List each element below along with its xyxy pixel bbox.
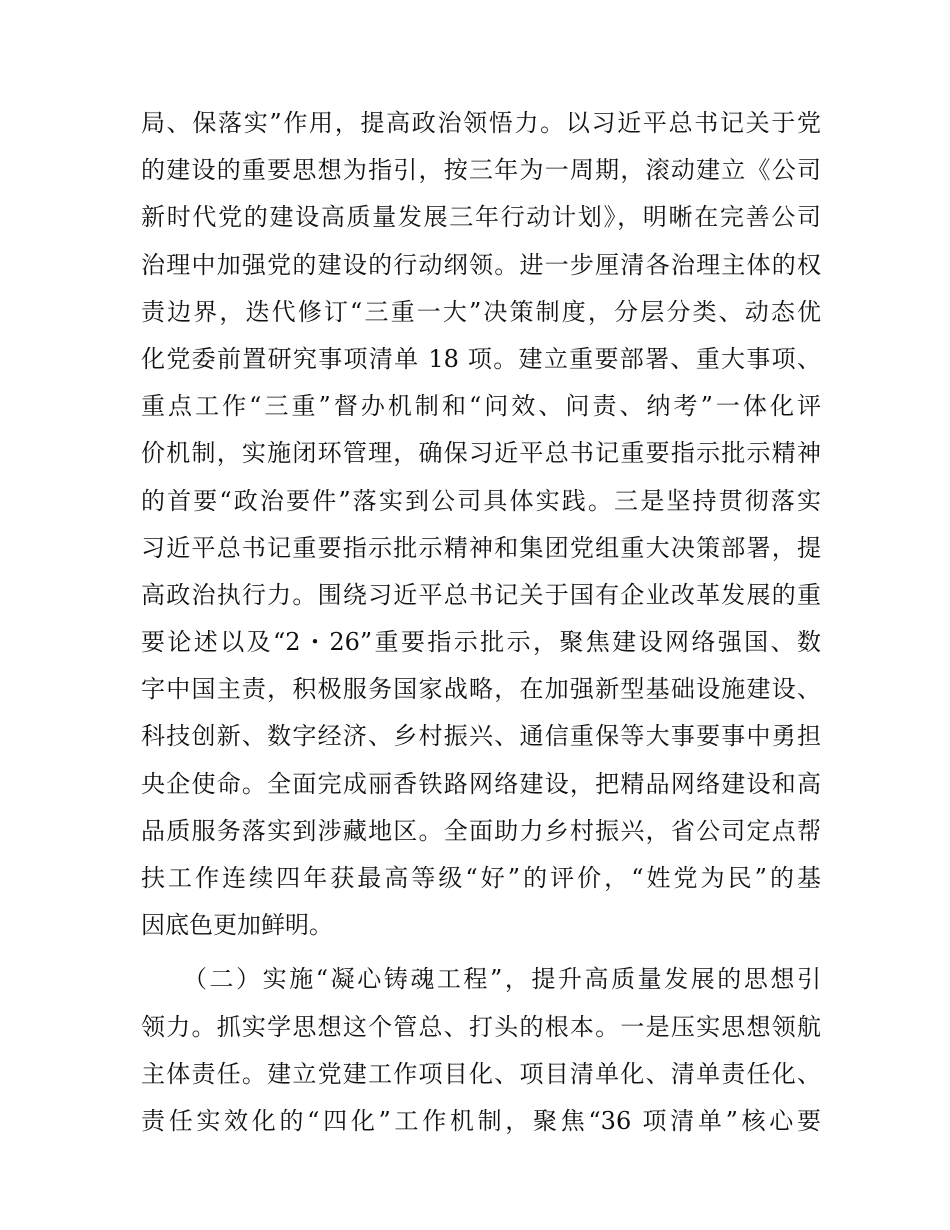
text-line: 的建设的重要思想为指引，按三年为一周期，滚动建立《公司: [141, 156, 821, 185]
text-line: 化党委前置研究事项清单 18 项。建立重要部署、重大事项、: [141, 344, 821, 373]
body-text: [141, 100, 821, 1145]
text-line: 因底色更加鲜明。: [141, 911, 333, 940]
text-line: 领力。抓实学思想这个管总、打头的根本。一是压实思想领航: [141, 1012, 821, 1041]
text-line: 价机制，实施闭环管理，确保习近平总书记重要指示批示精神: [141, 439, 821, 468]
text-line: （二）实施“凝心铸魂工程”，提升高质量发展的思想引: [183, 965, 821, 994]
text-line: 高政治执行力。围绕习近平总书记关于国有企业改革发展的重: [141, 580, 821, 609]
text-line: 治理中加强党的建设的行动纲领。进一步厘清各治理主体的权: [141, 250, 821, 279]
text-line: 责任实效化的“四化”工作机制，聚焦“36 项清单”核心要: [141, 1106, 821, 1135]
text-line: 新时代党的建设高质量发展三年行动计划》，明晰在完善公司: [141, 203, 821, 232]
text-line: 要论述以及“2・26”重要指示批示，聚焦建设网络强国、数: [141, 628, 821, 657]
paragraph-gap: [141, 949, 821, 956]
paragraph-1: [141, 100, 821, 949]
text-line: 央企使命。全面完成丽香铁路网络建设，把精品网络建设和高: [141, 769, 821, 798]
paragraph-2: [141, 956, 821, 1145]
text-line: 扶工作连续四年获最高等级“好”的评价，“姓党为民”的基: [141, 864, 821, 892]
text-line: 的首要“政治要件”落实到公司具体实践。三是坚持贯彻落实: [141, 486, 821, 515]
text-line: 科技创新、数字经济、乡村振兴、通信重保等大事要事中勇担: [141, 722, 821, 751]
text-line: 习近平总书记重要指示批示精神和集团党组重大决策部署，提: [141, 533, 821, 562]
text-line: 主体责任。建立党建工作项目化、项目清单化、清单责任化、: [141, 1059, 821, 1088]
text-line: 品质服务落实到涉藏地区。全面助力乡村振兴，省公司定点帮: [141, 816, 821, 845]
text-line: 字中国主责，积极服务国家战略，在加强新型基础设施建设、: [141, 675, 821, 704]
text-line: 局、保落实”作用，提高政治领悟力。以习近平总书记关于党: [141, 109, 821, 137]
text-line: 重点工作“三重”督办机制和“问效、问责、纳考”一体化评: [141, 392, 821, 421]
text-line: 责边界，迭代修订“三重一大”决策制度，分层分类、动态优: [141, 297, 821, 326]
